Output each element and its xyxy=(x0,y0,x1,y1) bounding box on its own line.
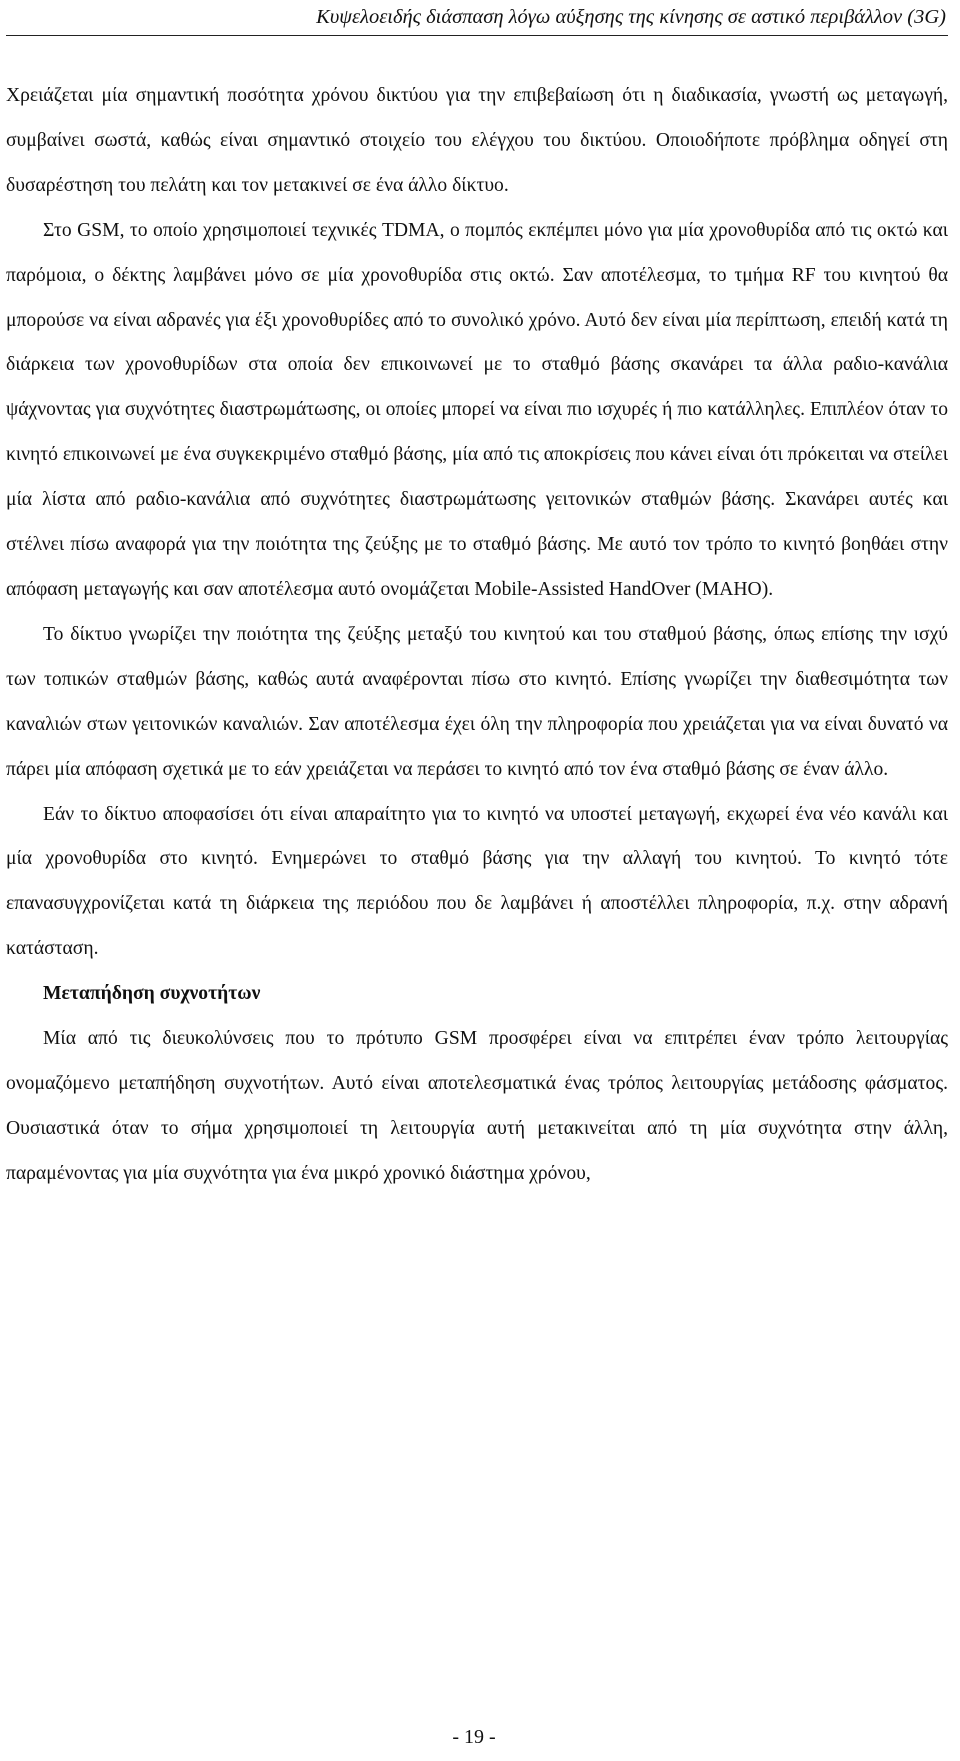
paragraph-1: Χρειάζεται μία σημαντική ποσότητα χρόνου δικτύου για την επιβεβαίωση ότι η διαδικασία, γνωστή ως μεταγωγή, συμβαίνει σωστά, καθώς είναι σημαντικό στοιχείο του ελέγχου του δικτύου. Οποιοδήποτε πρόβλημα οδηγεί στη δυσαρέστηση του πελάτη και τον μετακινεί σε ένα άλλο δίκτυο. xyxy=(6,85,948,196)
body-text xyxy=(6,74,948,1197)
paragraph-4: Εάν το δίκτυο αποφασίσει ότι είναι απαραίτητο για το κινητό να υποστεί μεταγωγή, εκχωρεί ένα νέο κανάλι και μία χρονοθυρίδα στο κινητό. Ενημερώνει το σταθμό βάσης για την αλλαγή του κινητού. Το κινητό τότε επανασυγχρονίζεται κατά τη διάρκεια της περιόδου που δε λαμβάνει ή αποστέλλει πληροφορία, π.χ. στην αδρανή κατάσταση. xyxy=(6,803,948,960)
header-rule xyxy=(6,35,948,36)
paragraph-3: Το δίκτυο γνωρίζει την ποιότητα της ζεύξης μεταξύ του κινητού και του σταθμού βάσης, όπως επίσης την ισχύ των τοπικών σταθμών βάσης, καθώς αυτά αναφέρονται πίσω στο κινητό. Επίσης γνωρίζει την διαθεσιμότητα των καναλιών στων γειτονικών καναλιών. Σαν αποτέλεσμα έχει όλη την πληροφορία που χρειάζεται για να είναι δυνατό να πάρει μία απόφαση σχετικά με το εάν χρειάζεται να περάσει το κινητό από τον ένα σταθμό βάσης σε έναν άλλο. xyxy=(6,623,948,780)
page-number: - 19 - xyxy=(452,1726,496,1748)
paragraph-2: Στο GSM, το οποίο χρησιμοποιεί τεχνικές TDMA, ο πομπός εκπέμπει μόνο για μία χρονοθυρίδα από τις οκτώ και παρόμοια, ο δέκτης λαμβάνει μόνο σε μία χρονοθυρίδα στις οκτώ. Σαν αποτέλεσμα, το τμήμα RF του κινητού θα μπορούσε να είναι αδρανές για έξι χρονοθυρίδες από το συνολικό χρόνο. Αυτό δεν είναι μία περίπτωση, επειδή κατά τη διάρκεια των χρονοθυρίδων στα οποία δεν επικοινωνεί με το σταθμό βάσης σκανάρει τα άλλα ραδιο-κανάλια ψάχνοντας για συχνότητες διαστρωμάτωσης, οι οποίες μπορεί να είναι πιο ισχυρές ή πιο κατάλληλες. Επιπλέον όταν το κινητό επικοινωνεί με ένα συγκεκριμένο σταθμό βάσης, μία από τις αποκρίσεις που κάνει είναι ότι πρόκειται να στείλει μία λίστα από ραδιο-κανάλια από συχνότητες διαστρωμάτωσης γειτονικών σταθμών βάσης. Σκανάρει αυτές και στέλνει πίσω αναφορά για την ποιότητα της ζεύξης με το σταθμό βάσης. Με αυτό τον τρόπο το κινητό βοηθάει στην απόφαση μεταγωγής και σαν αποτέλεσμα αυτό ονομάζεται Mobile-Assisted HandOver (MAHO). xyxy=(6,219,948,600)
section-paragraph: Μία από τις διευκολύνσεις που το πρότυπο GSM προσφέρει είναι να επιτρέπει έναν τρόπο λειτουργίας ονομαζόμενο μεταπήδηση συχνοτήτων. Αυτό είναι αποτελεσματικά ένας τρόπος λειτουργίας μετάδοσης φάσματος. Ουσιαστικά όταν το σήμα χρησιμοποιεί τη λειτουργία αυτή μετακινείται από τη μία συχνότητα στην άλλη, παραμένοντας για μία συχνότητα για ένα μικρό χρονικό διάστημα χρόνου, xyxy=(6,1028,948,1184)
running-header: Κυψελοειδής διάσπαση λόγω αύξησης της κίνησης σε αστικό περιβάλλον (3G) xyxy=(316,6,946,28)
section-heading: Μεταπήδηση συχνοτήτων xyxy=(43,983,261,1005)
